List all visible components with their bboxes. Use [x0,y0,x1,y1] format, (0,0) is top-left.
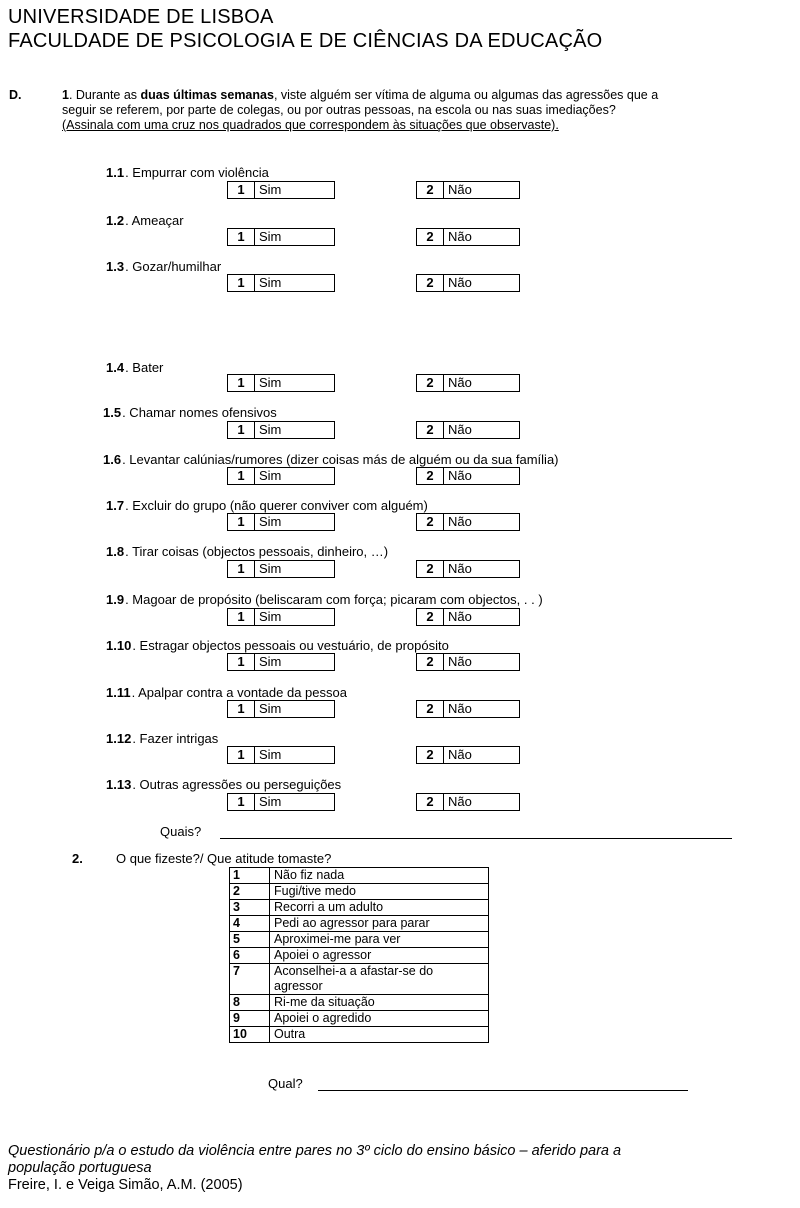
option-number: 3 [230,900,270,916]
answer-yes-number: 1 [228,374,255,391]
item-text: . Fazer intrigas [132,731,219,746]
answer-yes-box[interactable] [227,181,335,199]
answer-yes-box[interactable] [227,467,335,485]
item-label [106,731,218,746]
item-number: 1.2 [106,213,125,228]
item-label [103,405,277,420]
answer-no-label: Não [448,275,472,290]
option-number: 8 [230,995,270,1011]
answer-yes-box[interactable] [227,274,335,292]
answer-no-label: Não [448,182,472,197]
answer-no-box[interactable] [416,793,520,811]
footer [8,1143,798,1194]
footer-line2: população portuguesa [8,1160,152,1176]
option-text: Aconselhei-a a afastar-se do agressor [270,964,489,995]
answer-yes-label: Sim [259,375,282,390]
answer-no-number: 2 [417,374,444,391]
item-number: 1.1 [106,165,125,180]
answer-no-number: 2 [417,421,444,438]
section-letter: D. [9,88,22,102]
item-label [103,452,559,467]
item-label [106,544,388,559]
answer-no-number: 2 [417,513,444,530]
answer-no-box[interactable] [416,274,520,292]
item-label [106,259,221,274]
answer-yes-label: Sim [259,182,282,197]
option-text: Recorri a um adulto [270,900,489,916]
answer-yes-label: Sim [259,561,282,576]
option-text: Não fiz nada [270,868,489,884]
answer-no-label: Não [448,229,472,244]
answer-yes-box[interactable] [227,700,335,718]
answer-yes-box[interactable] [227,513,335,531]
q1-line2: seguir se referem, por parte de colegas, ou por outras pessoas, na escola ou nas suas imediações? [62,103,616,117]
item-number: 1.7 [106,498,125,513]
q1-text-a: . Durante as [68,88,141,102]
answer-yes-box[interactable] [227,421,335,439]
option-row[interactable] [230,884,489,900]
answer-no-number: 2 [417,746,444,763]
answer-yes-box[interactable] [227,746,335,764]
answer-yes-box[interactable] [227,793,335,811]
footer-line3: Freire, I. e Veiga Simão, A.M. (2005) [8,1177,243,1193]
answer-yes-label: Sim [259,468,282,483]
answer-yes-number: 1 [228,560,255,577]
answer-no-box[interactable] [416,374,520,392]
item-number: 1.6 [103,452,122,467]
item-label [106,777,341,792]
item-text: . Levantar calúnias/rumores (dizer coisas más de alguém ou da sua família) [122,452,559,467]
university-title: UNIVERSIDADE DE LISBOA [8,6,274,28]
answer-yes-label: Sim [259,654,282,669]
answer-yes-label: Sim [259,275,282,290]
q1-line3: (Assinala com uma cruz nos quadrados que correspondem às situações que observaste). [62,118,559,132]
item-text: . Outras agressões ou perseguições [132,777,342,792]
answer-no-label: Não [448,701,472,716]
quais-answer-line[interactable] [220,822,732,839]
item-number: 1.9 [106,592,125,607]
item-text: . Ameaçar [125,213,184,228]
option-row[interactable] [230,1027,489,1043]
answer-yes-number: 1 [228,181,255,198]
option-row[interactable] [230,868,489,884]
answer-no-number: 2 [417,467,444,484]
qual-answer-line[interactable] [318,1074,688,1091]
answer-yes-label: Sim [259,609,282,624]
answer-no-box[interactable] [416,653,520,671]
answer-no-label: Não [448,514,472,529]
item-number: 1.12 [106,731,132,746]
item-text: . Excluir do grupo (não querer conviver com alguém) [125,498,428,513]
option-row[interactable] [230,1011,489,1027]
item-text: . Gozar/humilhar [125,259,222,274]
item-number: 1.5 [103,405,122,420]
answer-yes-number: 1 [228,746,255,763]
item-text: . Tirar coisas (objectos pessoais, dinheiro, …) [125,544,389,559]
option-text: Apoiei o agredido [270,1011,489,1027]
answer-no-number: 2 [417,228,444,245]
answer-yes-label: Sim [259,794,282,809]
answer-yes-number: 1 [228,228,255,245]
answer-no-label: Não [448,794,472,809]
answer-yes-label: Sim [259,747,282,762]
item-label [106,213,184,228]
item-label [106,498,428,513]
option-text: Aproximei-me para ver [270,932,489,948]
answer-no-number: 2 [417,653,444,670]
answer-yes-number: 1 [228,513,255,530]
q2-number: 2. [72,851,83,866]
answer-no-box[interactable] [416,467,520,485]
answer-yes-number: 1 [228,793,255,810]
item-label [106,685,347,700]
item-label [106,592,543,607]
option-number: 4 [230,916,270,932]
answer-yes-number: 1 [228,700,255,717]
answer-no-number: 2 [417,700,444,717]
answer-yes-label: Sim [259,514,282,529]
option-text: Apoiei o agressor [270,948,489,964]
q2-question: O que fizeste?/ Que atitude tomaste? [116,851,332,866]
answer-no-number: 2 [417,560,444,577]
answer-no-box[interactable] [416,181,520,199]
answer-no-box[interactable] [416,560,520,578]
item-text: . Empurrar com violência [125,165,269,180]
option-number: 7 [230,964,270,995]
q1-bold: duas últimas semanas [140,88,274,102]
answer-yes-label: Sim [259,701,282,716]
answer-no-label: Não [448,468,472,483]
answer-yes-label: Sim [259,229,282,244]
option-row[interactable] [230,932,489,948]
option-number: 2 [230,884,270,900]
answer-yes-number: 1 [228,274,255,291]
item-text: . Bater [125,360,164,375]
answer-no-label: Não [448,375,472,390]
answer-yes-number: 1 [228,421,255,438]
item-label [106,165,269,180]
option-number: 10 [230,1027,270,1043]
answer-yes-box[interactable] [227,228,335,246]
option-text: Fugi/tive medo [270,884,489,900]
option-number: 1 [230,868,270,884]
answer-no-box[interactable] [416,746,520,764]
answer-no-label: Não [448,422,472,437]
question-1-intro [62,88,792,133]
answer-yes-number: 1 [228,467,255,484]
item-number: 1.4 [106,360,125,375]
option-number: 5 [230,932,270,948]
item-number: 1.10 [106,638,132,653]
answer-yes-box[interactable] [227,608,335,626]
item-number: 1.13 [106,777,132,792]
answer-no-number: 2 [417,181,444,198]
answer-yes-number: 1 [228,653,255,670]
option-text: Ri-me da situação [270,995,489,1011]
answer-no-label: Não [448,654,472,669]
option-row[interactable] [230,964,489,995]
answer-no-label: Não [448,609,472,624]
item-text: . Estragar objectos pessoais ou vestuário, de propósito [132,638,449,653]
answer-no-box[interactable] [416,700,520,718]
q1-text-b: , viste alguém ser vítima de alguma ou algumas das agressões que a [273,88,659,102]
quais-label: Quais? [160,824,202,839]
item-label [106,638,449,653]
item-label [106,360,163,375]
answer-no-box[interactable] [416,513,520,531]
option-text: Pedi ao agressor para parar [270,916,489,932]
answer-no-box[interactable] [416,608,520,626]
item-number: 1.11 [106,685,131,700]
footer-line1: Questionário p/a o estudo da violência entre pares no 3º ciclo do ensino básico – aferido para a [8,1143,622,1159]
item-text: . Apalpar contra a vontade da pessoa [131,685,347,700]
option-text: Outra [270,1027,489,1043]
item-text: . Magoar de propósito (beliscaram com força; picaram com objectos, . . ) [125,592,543,607]
answer-yes-box[interactable] [227,560,335,578]
item-number: 1.3 [106,259,125,274]
option-number: 6 [230,948,270,964]
option-row[interactable] [230,995,489,1011]
faculty-title: FACULDADE DE PSICOLOGIA E DE CIÊNCIAS DA EDUCAÇÃO [8,30,603,52]
item-number: 1.8 [106,544,125,559]
q2-options-table [229,867,489,1043]
answer-yes-box[interactable] [227,653,335,671]
option-row[interactable] [230,948,489,964]
option-row[interactable] [230,916,489,932]
answer-no-box[interactable] [416,228,520,246]
qual-label: Qual? [268,1076,303,1091]
answer-no-number: 2 [417,608,444,625]
answer-yes-label: Sim [259,422,282,437]
answer-yes-number: 1 [228,608,255,625]
option-number: 9 [230,1011,270,1027]
answer-no-number: 2 [417,274,444,291]
answer-yes-box[interactable] [227,374,335,392]
q1-number: 1 [62,88,69,102]
answer-no-label: Não [448,747,472,762]
answer-no-box[interactable] [416,421,520,439]
answer-no-number: 2 [417,793,444,810]
answer-no-label: Não [448,561,472,576]
item-text: . Chamar nomes ofensivos [122,405,277,420]
option-row[interactable] [230,900,489,916]
